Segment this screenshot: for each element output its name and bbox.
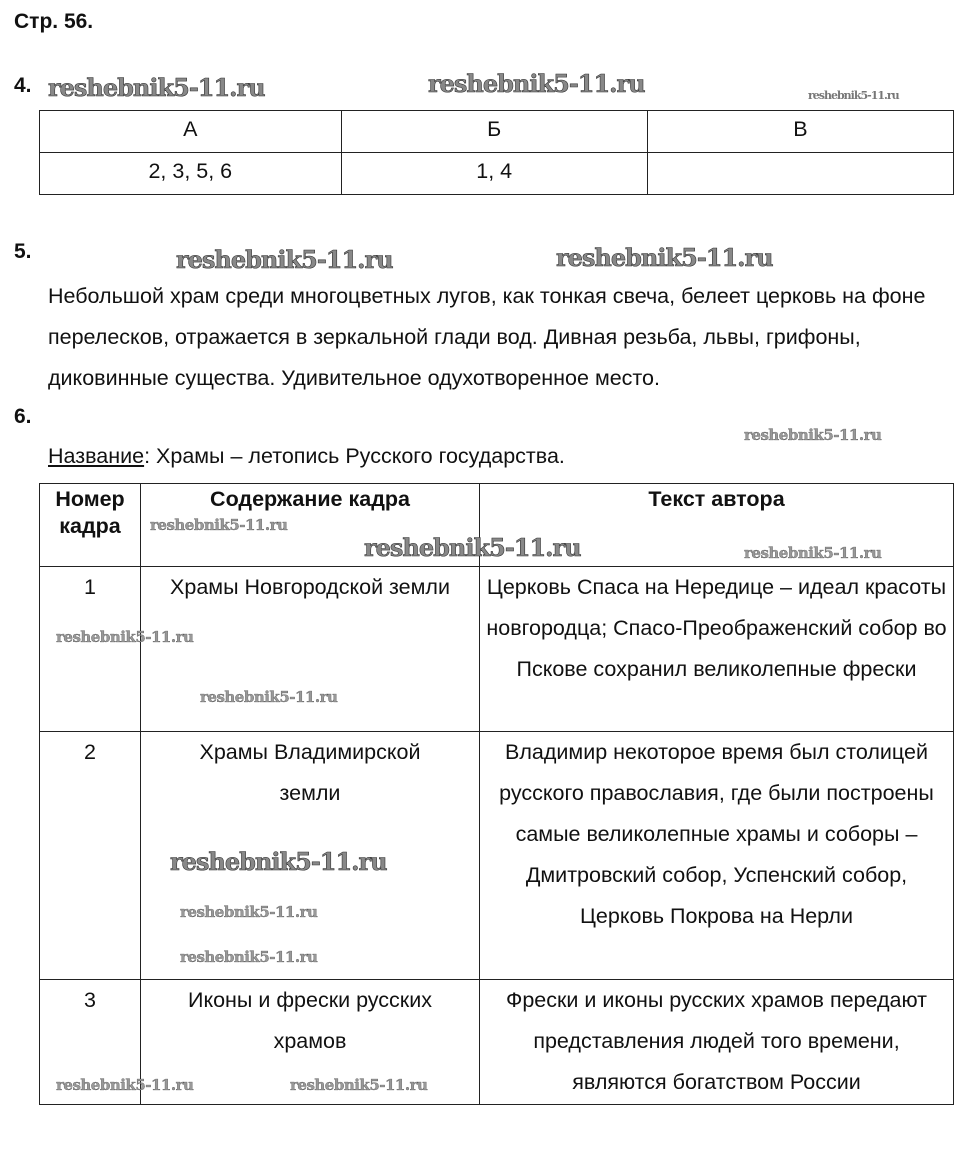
watermark: reshebnik5-11.ru	[556, 243, 773, 272]
row-content: Храмы Владимирской земли	[141, 732, 480, 980]
row-content: Храмы Новгородской земли	[141, 567, 480, 732]
task4-table	[39, 110, 954, 195]
watermark: reshebnik5-11.ru	[180, 903, 318, 921]
watermark: reshebnik5-11.ru	[364, 533, 581, 562]
watermark: reshebnik5-11.ru	[744, 426, 882, 444]
task4-number: 4.	[14, 74, 32, 97]
watermark: reshebnik5-11.ru	[48, 73, 265, 102]
header-v: В	[647, 111, 953, 153]
watermark: reshebnik5-11.ru	[428, 69, 645, 98]
header-number: Номер кадра	[40, 484, 141, 567]
row-text: Владимир некоторое время был столицей русского православия, где были построены самые великолепные храмы и соборы – Дмитровский собор, Успенский собор, Церковь Покрова на Нерли	[480, 732, 954, 980]
header-a: А	[40, 111, 342, 153]
watermark: reshebnik5-11.ru	[150, 516, 288, 534]
task5-text: Небольшой храм среди многоцветных лугов, как тонкая свеча, белеет церковь на фоне перелесков, отражается в зеркальной глади вод. Дивная резьба, львы, грифоны, диковинные существа. Удивительное одухотворенное место.	[48, 284, 926, 390]
watermark: reshebnik5-11.ru	[200, 688, 338, 706]
task5-number: 5.	[14, 240, 32, 263]
watermark: reshebnik5-11.ru	[176, 245, 393, 274]
value-v	[647, 153, 953, 195]
watermark: reshebnik5-11.ru	[290, 1076, 428, 1094]
watermark: reshebnik5-11.ru	[808, 89, 899, 102]
task6-number: 6.	[14, 405, 32, 428]
watermark: reshebnik5-11.ru	[56, 628, 194, 646]
row-number: 3	[40, 980, 141, 1105]
title-label: Название	[48, 444, 145, 468]
value-a: 2, 3, 5, 6	[40, 153, 342, 195]
watermark: reshebnik5-11.ru	[180, 948, 318, 966]
row-number: 1	[40, 567, 141, 732]
row-text: Фрески и иконы русских храмов передают представления людей того времени, являются богатством России	[480, 980, 954, 1105]
row-content: Иконы и фрески русских храмов	[141, 980, 480, 1105]
page-label: Стр. 56.	[14, 10, 94, 33]
row-number: 2	[40, 732, 141, 980]
task6-title	[48, 444, 565, 469]
table-row	[40, 567, 954, 732]
header-content: Содержание кадра	[141, 484, 480, 567]
title-text: : Храмы – летопись Русского государства.	[144, 444, 565, 468]
header-text: Текст автора	[480, 484, 954, 567]
watermark: reshebnik5-11.ru	[744, 544, 882, 562]
watermark: reshebnik5-11.ru	[170, 847, 387, 876]
frames-table	[39, 483, 954, 1105]
header-b: Б	[341, 111, 647, 153]
value-b: 1, 4	[341, 153, 647, 195]
watermark: reshebnik5-11.ru	[56, 1076, 194, 1094]
row-text: Церковь Спаса на Нередице – идеал красоты новгородца; Спасо-Преображенский собор во Пскове сохранил великолепные фрески	[480, 567, 954, 732]
